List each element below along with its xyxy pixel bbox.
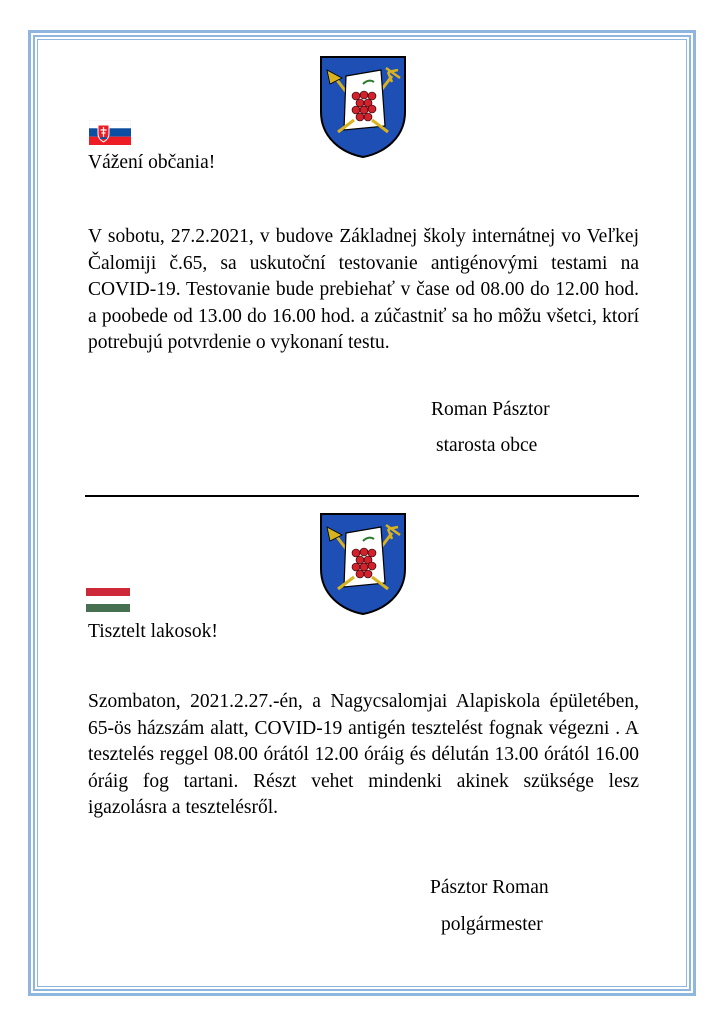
slovak-signature-name: Roman Pásztor (431, 399, 550, 420)
coat-of-arms-top (318, 54, 408, 158)
coat-of-arms-bottom (318, 511, 408, 615)
slovak-flag-icon (89, 120, 131, 145)
hungarian-signature-name: Pásztor Roman (430, 877, 549, 898)
hungarian-flag-icon (86, 588, 130, 612)
section-divider (85, 495, 639, 497)
slovak-paragraph: V sobotu, 27.2.2021, v budove Základnej školy internátnej vo Veľkej Čalomiji č.65, sa uskutoční testovanie antigénovými testami na COVID-19. Testovanie bude prebiehať v čase od 08.00 do 12.00 hod. a poobede od 13.00 do 16.00 hod. a zúčastniť sa ho môžu všetci, ktorí potrebujú potvrdenie o vykonaní testu. (88, 226, 639, 353)
hungarian-greeting: Tisztelt lakosok! (88, 621, 218, 642)
slovak-greeting: Vážení občania! (88, 152, 216, 173)
hungarian-paragraph: Szombaton, 2021.2.27.-én, a Nagycsalomjai Alapiskola épületében, 65-ös házszám alatt, COVID-19 antigén tesztelést fognak végezni . A tesztelés reggel 08.00 órától 12.00 óráig és délután 13.00 órától 16.00 óráig fog tartani. Részt vehet mindenki akinek szüksége lesz igazolásra a tesztelésről. (88, 691, 639, 818)
slovak-signature-title: starosta obce (436, 435, 538, 456)
hungarian-signature-title: polgármester (441, 914, 543, 935)
